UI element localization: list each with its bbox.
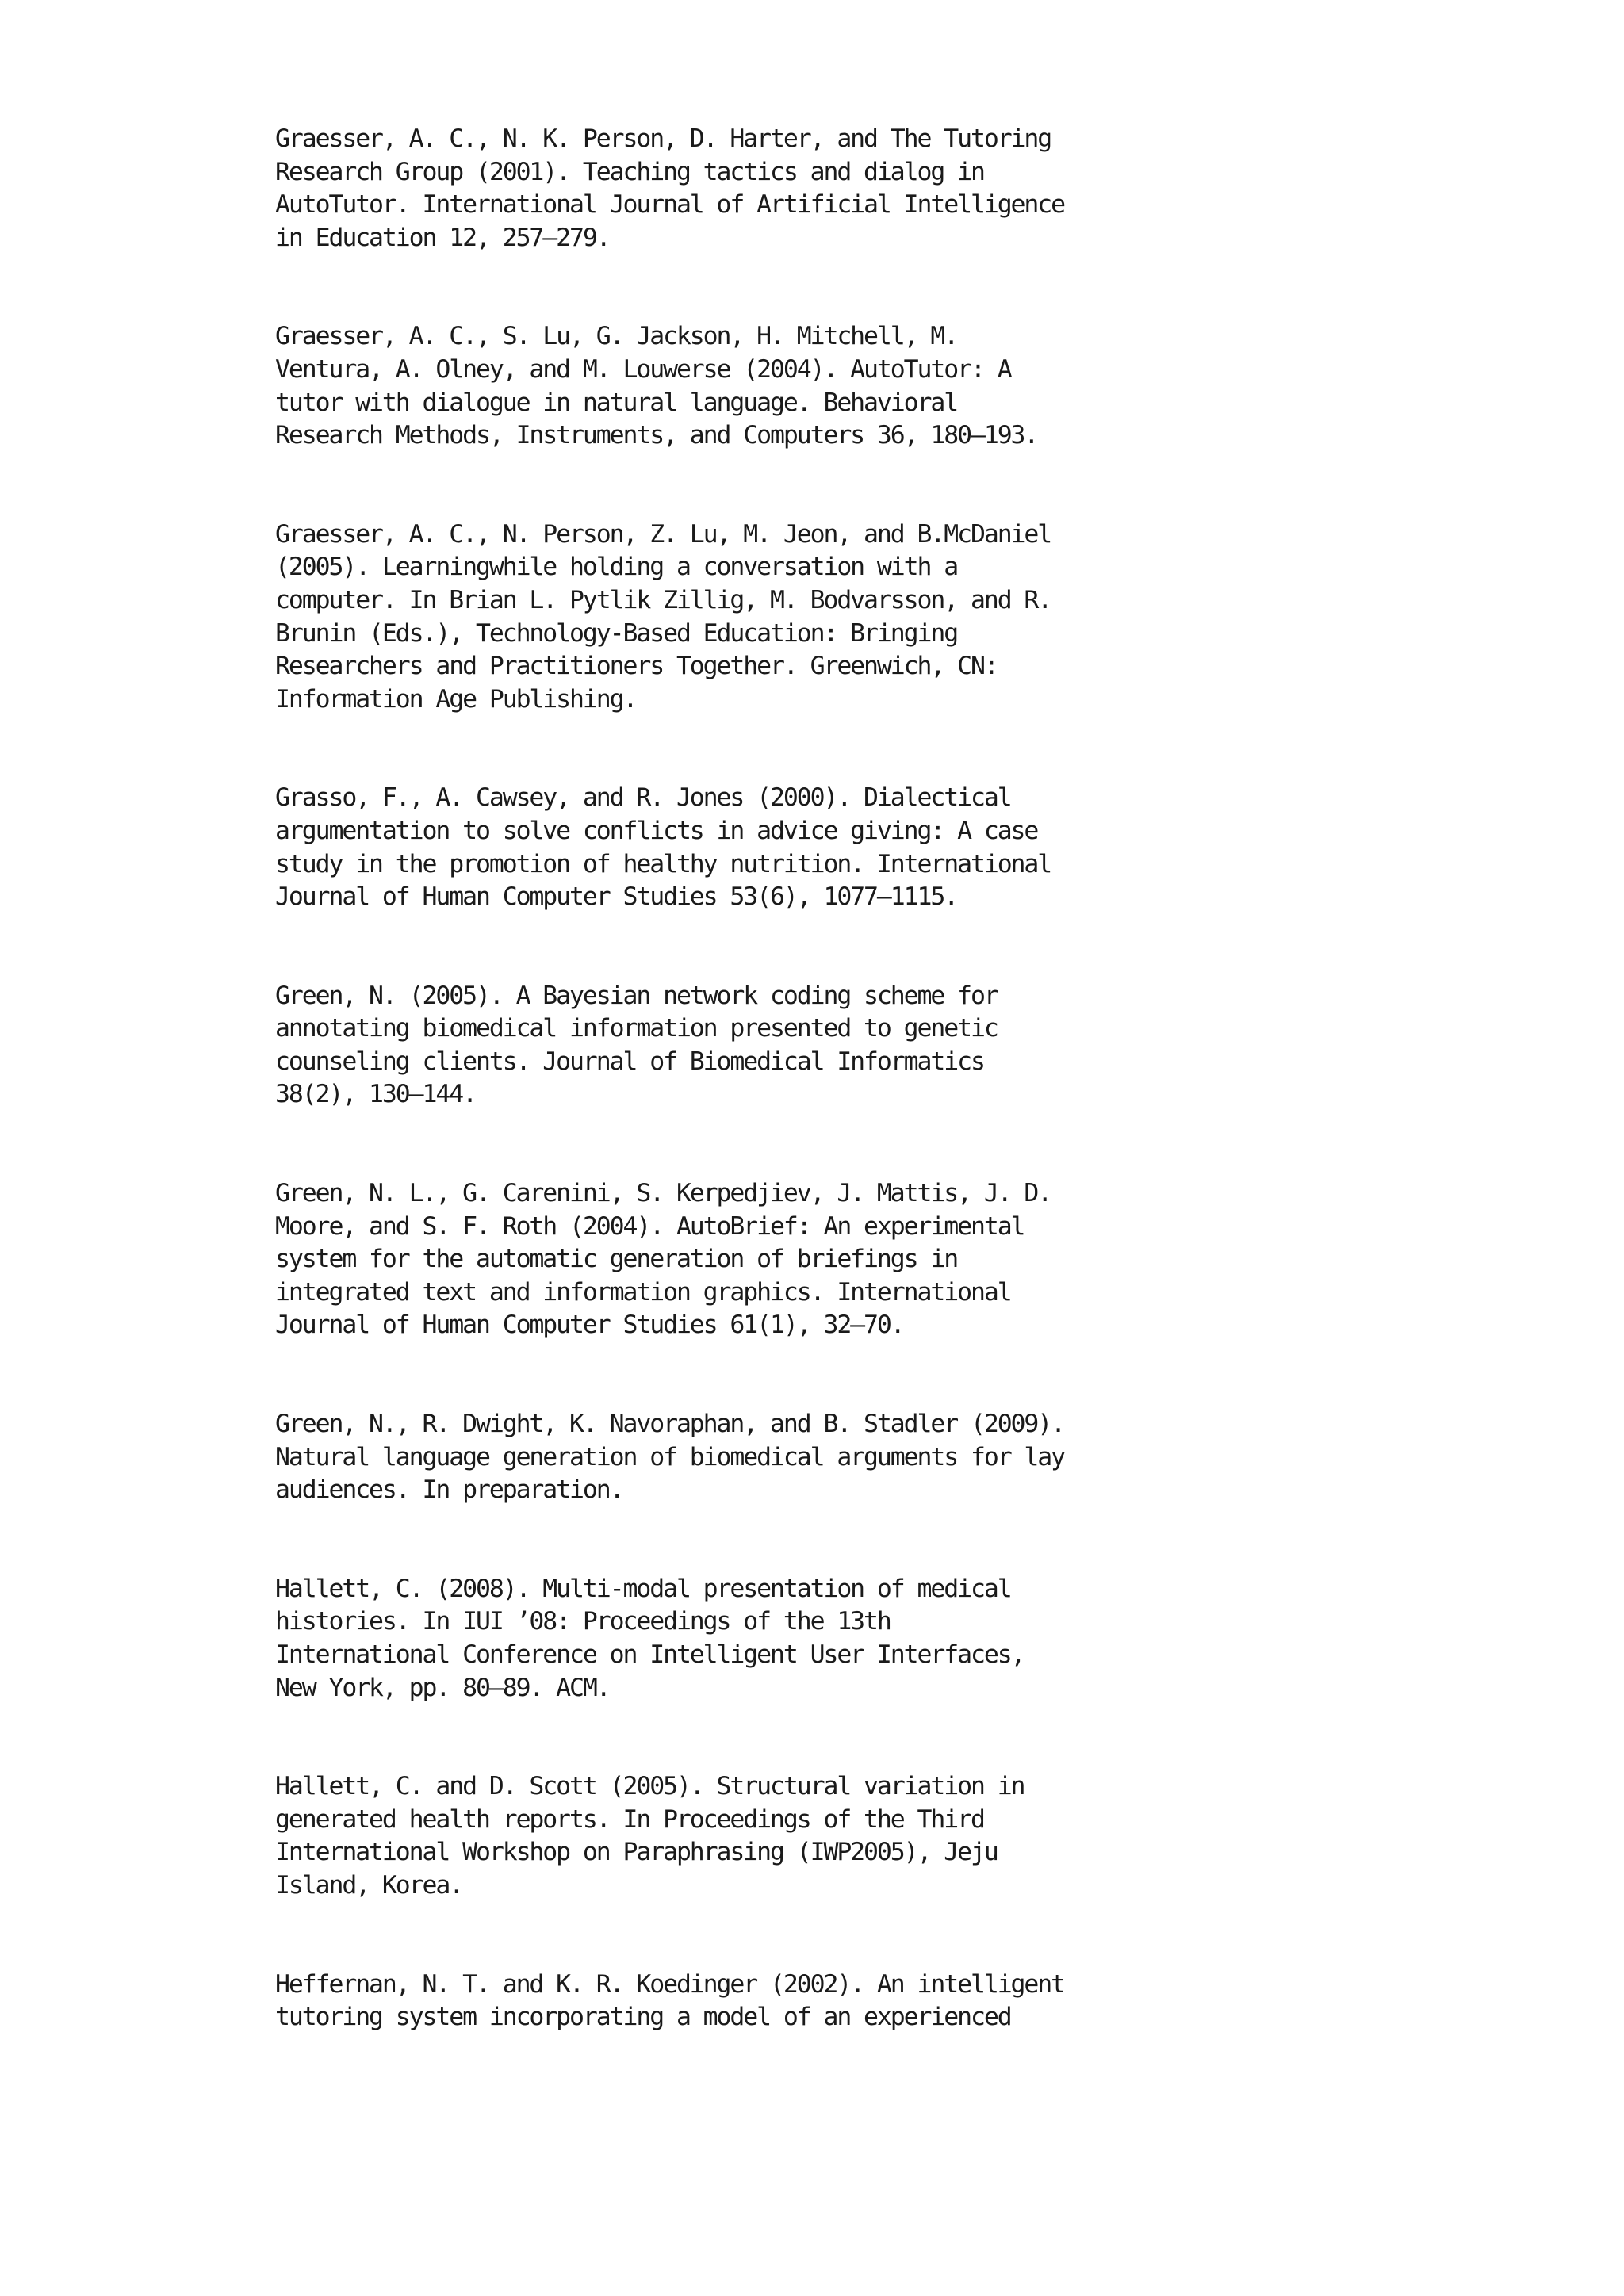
reference-line: annotating biomedical information presented to genetic (275, 1014, 998, 1043)
reference-line: Island, Korea. (275, 1870, 463, 1900)
reference-entry (275, 123, 1385, 254)
reference-line: study in the promotion of healthy nutrition. International (275, 849, 1051, 878)
reference-line: Heffernan, N. T. and K. R. Koedinger (2002). An intelligent (275, 1969, 1065, 1999)
reference-entry (275, 1770, 1385, 1902)
reference-line: in Education 12, 257–279. (275, 223, 610, 252)
reference-entry (275, 782, 1385, 913)
reference-entry (275, 1408, 1385, 1507)
reference-entry (275, 519, 1385, 717)
reference-line: International Workshop on Paraphrasing (IWP2005), Jeju (275, 1838, 998, 1867)
reference-line: Hallett, C. (2008). Multi-modal presentation of medical (275, 1574, 1011, 1603)
reference-line: integrated text and information graphics. International (275, 1277, 1011, 1307)
reference-line: 38(2), 130–144. (275, 1080, 476, 1109)
bibliography-page (275, 123, 1385, 2100)
reference-line: Research Methods, Instruments, and Computers 36, 180–193. (275, 421, 1038, 450)
reference-line: tutoring system incorporating a model of an experienced (275, 2003, 1011, 2032)
reference-line: International Conference on Intelligent User Interfaces, (275, 1640, 1025, 1669)
reference-line: Hallett, C. and D. Scott (2005). Structural variation in (275, 1772, 1025, 1801)
reference-line: Green, N., R. Dwight, K. Navoraphan, and B. Stadler (2009). (275, 1410, 1065, 1439)
reference-line: Graesser, A. C., S. Lu, G. Jackson, H. Mitchell, M. (275, 322, 958, 351)
reference-line: Graesser, A. C., N. Person, Z. Lu, M. Jeon, and B.McDaniel (275, 519, 1051, 549)
reference-line: computer. In Brian L. Pytlik Zillig, M. Bodvarsson, and R. (275, 585, 1051, 614)
reference-entry (275, 1573, 1385, 1705)
reference-line: generated health reports. In Proceedings of the Third (275, 1804, 984, 1834)
reference-line: Research Group (2001). Teaching tactics and dialog in (275, 157, 984, 186)
reference-line: audiences. In preparation. (275, 1475, 623, 1505)
reference-line: Brunin (Eds.), Technology-Based Education: Bringing (275, 618, 958, 648)
reference-line: Researchers and Practitioners Together. Greenwich, CN: (275, 652, 998, 681)
reference-entry (275, 1177, 1385, 1342)
reference-line: AutoTutor. International Journal of Artificial Intelligence (275, 190, 1065, 220)
reference-entry (275, 980, 1385, 1112)
reference-entry (275, 320, 1385, 452)
reference-line: argumentation to solve conflicts in advice giving: A case (275, 816, 1038, 845)
reference-line: histories. In IUI ’08: Proceedings of the 13th (275, 1607, 891, 1636)
reference-line: system for the automatic generation of briefings in (275, 1245, 958, 1274)
reference-line: counseling clients. Journal of Biomedical Informatics (275, 1047, 984, 1076)
reference-line: (2005). Learningwhile holding a conversation with a (275, 553, 958, 582)
reference-line: Journal of Human Computer Studies 61(1), 32–70. (275, 1311, 904, 1340)
reference-line: tutor with dialogue in natural language. Behavioral (275, 388, 958, 417)
reference-line: Natural language generation of biomedical arguments for lay (275, 1442, 1065, 1471)
reference-line: New York, pp. 80–89. ACM. (275, 1673, 610, 1702)
reference-line: Journal of Human Computer Studies 53(6), 1077–1115. (275, 882, 958, 912)
reference-line: Green, N. (2005). A Bayesian network coding scheme for (275, 981, 998, 1010)
reference-line: Information Age Publishing. (275, 684, 637, 714)
reference-line: Graesser, A. C., N. K. Person, D. Harter, and The Tutoring (275, 124, 1051, 153)
reference-line: Ventura, A. Olney, and M. Louwerse (2004). AutoTutor: A (275, 354, 1011, 384)
reference-line: Grasso, F., A. Cawsey, and R. Jones (2000). Dialectical (275, 783, 1011, 813)
reference-entry (275, 1969, 1385, 2034)
reference-line: Green, N. L., G. Carenini, S. Kerpedjiev, J. Mattis, J. D. (275, 1179, 1051, 1208)
reference-line: Moore, and S. F. Roth (2004). AutoBrief: An experimental (275, 1211, 1025, 1241)
